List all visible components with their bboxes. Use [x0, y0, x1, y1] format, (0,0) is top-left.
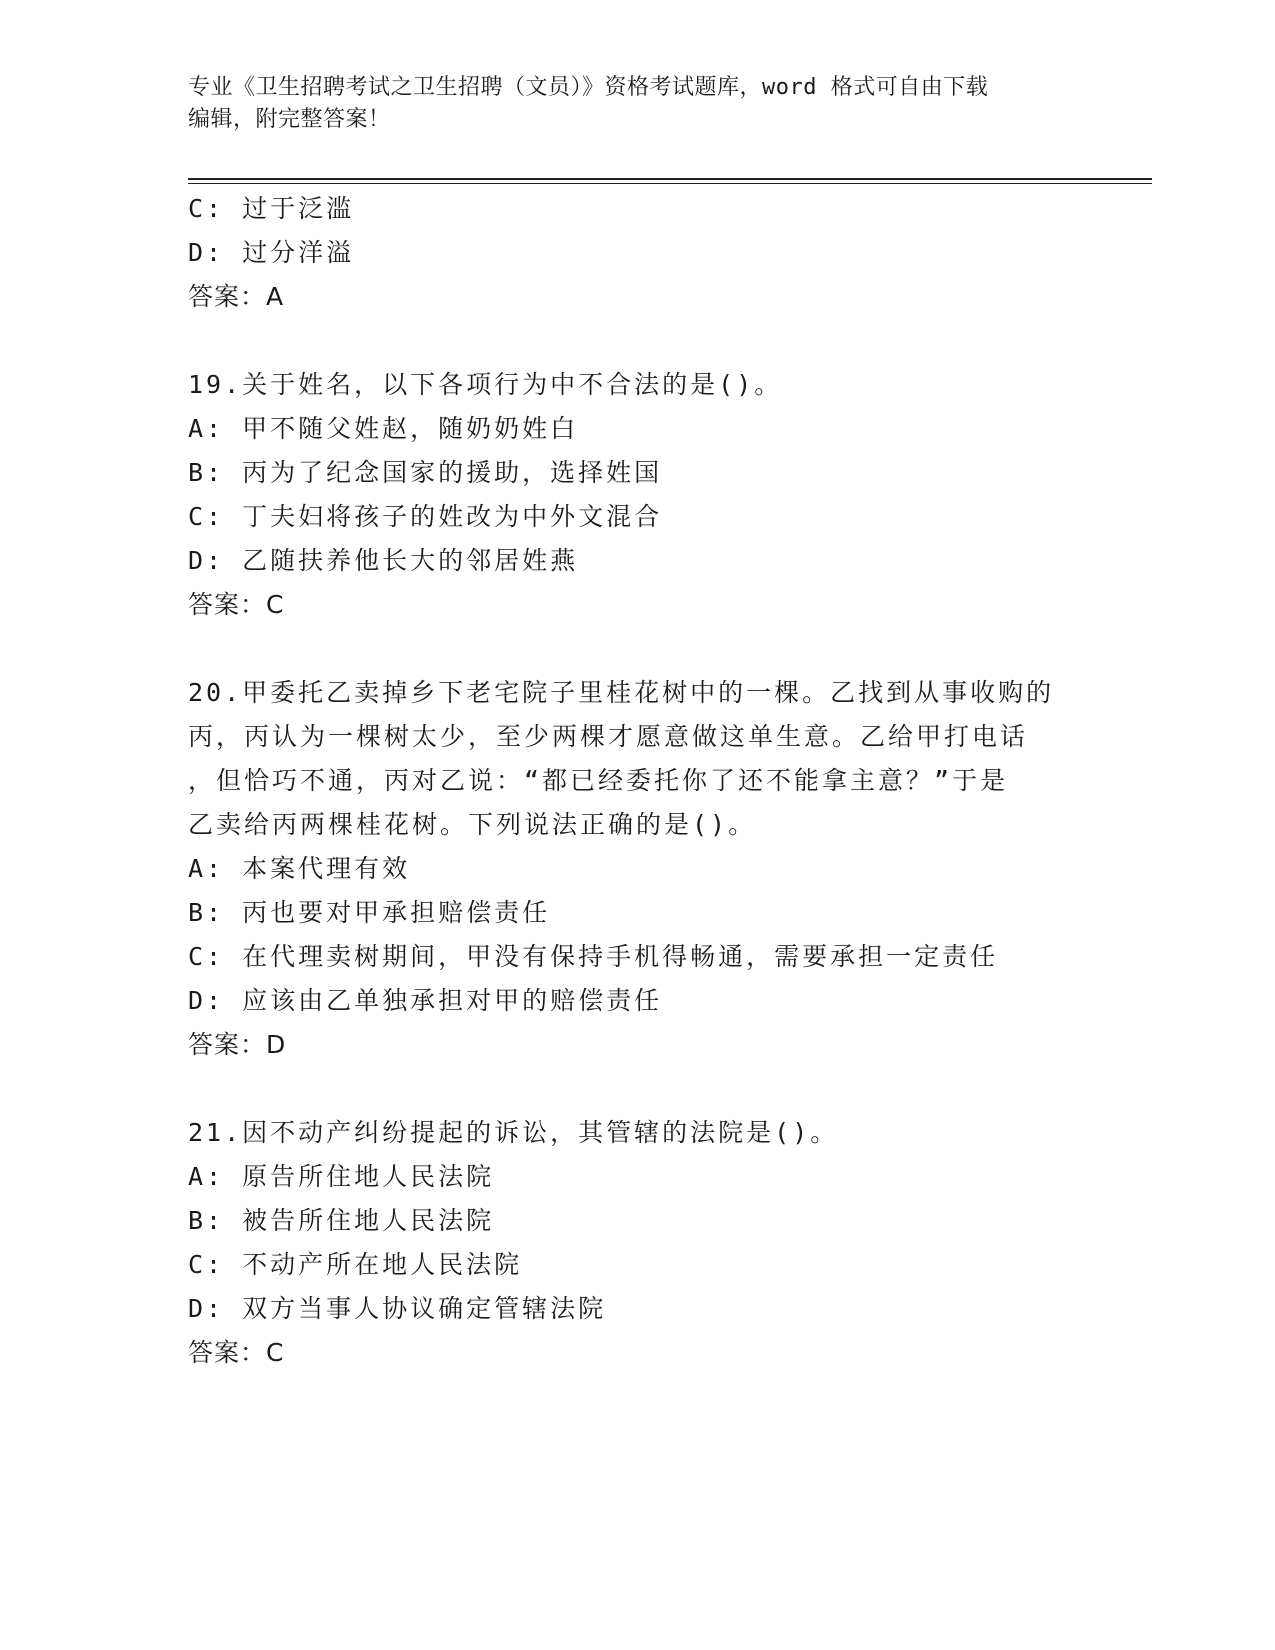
header-line-1: 专业《卫生招聘考试之卫生招聘（文员）》资格考试题库，word 格式可自由下载 — [188, 75, 989, 100]
q20-question-line-4: 乙卖给丙两棵桂花树。下列说法正确的是()。 — [188, 810, 757, 839]
q19-answer: 答案：C — [188, 590, 285, 619]
q21-option-a: A: 原告所住地人民法院 — [188, 1162, 495, 1191]
q21-option-c: C: 不动产所在地人民法院 — [188, 1250, 523, 1279]
q19-question: 19.关于姓名，以下各项行为中不合法的是()。 — [188, 370, 783, 399]
q21-option-d: D: 双方当事人协议确定管辖法院 — [188, 1294, 607, 1323]
q20-question-line-3: ，但恰巧不通，丙对乙说：“都已经委托你了还不能拿主意？”于是 — [188, 766, 1009, 795]
q21-option-b: B: 被告所住地人民法院 — [188, 1206, 495, 1235]
q20-option-a: A: 本案代理有效 — [188, 854, 411, 883]
q20-option-b: B: 丙也要对甲承担赔偿责任 — [188, 898, 551, 927]
q19-option-a: A: 甲不随父姓赵，随奶奶姓白 — [188, 414, 579, 443]
prev-option-d: D: 过分洋溢 — [188, 238, 355, 267]
header-line-2: 编辑，附完整答案！ — [188, 107, 391, 132]
prev-option-c: C: 过于泛滥 — [188, 194, 355, 223]
q19-option-b: B: 丙为了纪念国家的援助，选择姓国 — [188, 458, 663, 487]
q20-option-c: C: 在代理卖树期间，甲没有保持手机得畅通，需要承担一定责任 — [188, 942, 999, 971]
header-rule-thin — [188, 183, 1152, 184]
prev-answer: 答案：A — [188, 282, 285, 311]
q20-question-line-2: 丙，丙认为一棵树太少，至少两棵才愿意做这单生意。乙给甲打电话 — [188, 722, 1029, 751]
q19-option-c: C: 丁夫妇将孩子的姓改为中外文混合 — [188, 502, 663, 531]
q19-option-d: D: 乙随扶养他长大的邻居姓燕 — [188, 546, 579, 575]
page-header — [188, 72, 1088, 136]
header-rule-thick — [188, 178, 1152, 180]
q21-answer: 答案：C — [188, 1338, 285, 1367]
q21-question: 21.因不动产纠纷提起的诉讼，其管辖的法院是()。 — [188, 1118, 839, 1147]
q20-answer: 答案：D — [188, 1030, 287, 1059]
q20-option-d: D: 应该由乙单独承担对甲的赔偿责任 — [188, 986, 663, 1015]
q20-question-line-1: 20.甲委托乙卖掉乡下老宅院子里桂花树中的一棵。乙找到从事收购的 — [188, 678, 1055, 707]
